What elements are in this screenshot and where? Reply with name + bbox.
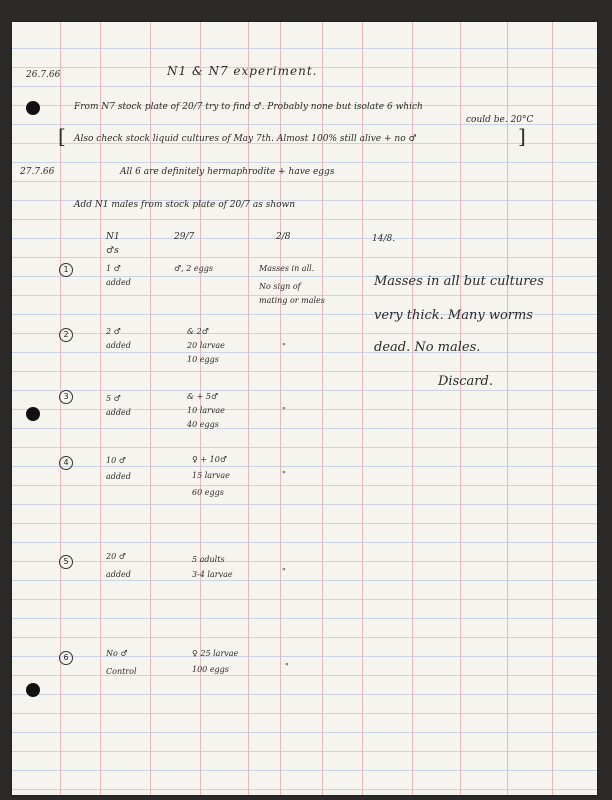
- punch-hole: [26, 407, 40, 421]
- obs-2-8: ": [282, 342, 286, 351]
- column-header: 14/8.: [372, 234, 396, 244]
- punch-hole: [26, 101, 40, 115]
- count-29-7: 60 eggs: [192, 488, 224, 497]
- obs-2-8: Masses in all.: [259, 264, 315, 273]
- column-header: ♂s: [106, 246, 119, 256]
- males-added: 2 ♂: [106, 327, 121, 336]
- column-header: 2/8: [276, 232, 291, 242]
- row-number: 3: [59, 390, 73, 404]
- males-added: No ♂: [106, 649, 128, 658]
- note-line: From N7 stock plate of 20/7 try to find ♂. Probably none but isolate 6 which: [74, 102, 423, 112]
- date-entry: 26.7.66: [26, 70, 61, 80]
- males-added: 5 ♂: [106, 394, 121, 403]
- count-29-7: 10 eggs: [187, 355, 219, 364]
- obs-2-8: No sign of: [259, 282, 301, 291]
- count-29-7: & + 5♂: [187, 392, 219, 401]
- obs-2-8: ": [282, 567, 286, 576]
- column-header: 29/7: [174, 232, 195, 242]
- males-added: added: [106, 408, 131, 417]
- count-29-7: & 2♂: [187, 327, 209, 336]
- males-added: added: [106, 278, 131, 287]
- row-number: 1: [59, 263, 73, 277]
- obs-2-8: ": [282, 470, 286, 479]
- count-29-7: 10 larvae: [187, 406, 225, 415]
- column-line: [507, 22, 508, 795]
- notebook-page: [12, 22, 597, 795]
- summary-note: dead. No males.: [374, 340, 481, 355]
- obs-2-8: ": [285, 662, 289, 671]
- summary-note: Masses in all but cultures: [374, 274, 544, 289]
- bracket-close: ]: [518, 124, 526, 148]
- summary-note: very thick. Many worms: [374, 308, 533, 323]
- count-29-7: ♂, 2 eggs: [174, 264, 213, 273]
- count-29-7: 100 eggs: [192, 665, 229, 674]
- row-number: 2: [59, 328, 73, 342]
- note-line: Add N1 males from stock plate of 20/7 as shown: [74, 200, 296, 210]
- males-added: added: [106, 472, 131, 481]
- males-added: 20 ♂: [106, 552, 126, 561]
- punch-hole: [26, 683, 40, 697]
- count-29-7: 5 adults: [192, 555, 225, 564]
- count-29-7: 15 larvae: [192, 471, 230, 480]
- summary-note: Discard.: [438, 374, 493, 389]
- count-29-7: ♀ + 10♂: [192, 455, 227, 464]
- date-entry: 27.7.66: [20, 167, 55, 177]
- males-added: 10 ♂: [106, 456, 126, 465]
- column-header: N1: [106, 232, 120, 242]
- males-added: added: [106, 341, 131, 350]
- obs-2-8: ": [282, 406, 286, 415]
- count-29-7: 40 eggs: [187, 420, 219, 429]
- note-line: Also check stock liquid cultures of May 7th. Almost 100% still alive + no ♂: [74, 134, 417, 144]
- row-number: 4: [59, 456, 73, 470]
- males-added: added: [106, 570, 131, 579]
- males-added: Control: [106, 667, 137, 676]
- note-line: could be. 20°C: [466, 115, 534, 125]
- column-line: [552, 22, 553, 795]
- obs-2-8: mating or males: [259, 296, 325, 305]
- count-29-7: ♀ 25 larvae: [192, 649, 239, 658]
- note-line: All 6 are definitely hermaphrodite + have eggs: [120, 167, 335, 177]
- males-added: 1 ♂: [106, 264, 121, 273]
- row-number: 6: [59, 651, 73, 665]
- count-29-7: 20 larvae: [187, 341, 225, 350]
- column-line: [460, 22, 461, 795]
- count-29-7: 3-4 larvae: [192, 570, 233, 579]
- page-title: N1 & N7 experiment.: [167, 64, 318, 78]
- bracket-open: [: [58, 124, 66, 148]
- row-number: 5: [59, 555, 73, 569]
